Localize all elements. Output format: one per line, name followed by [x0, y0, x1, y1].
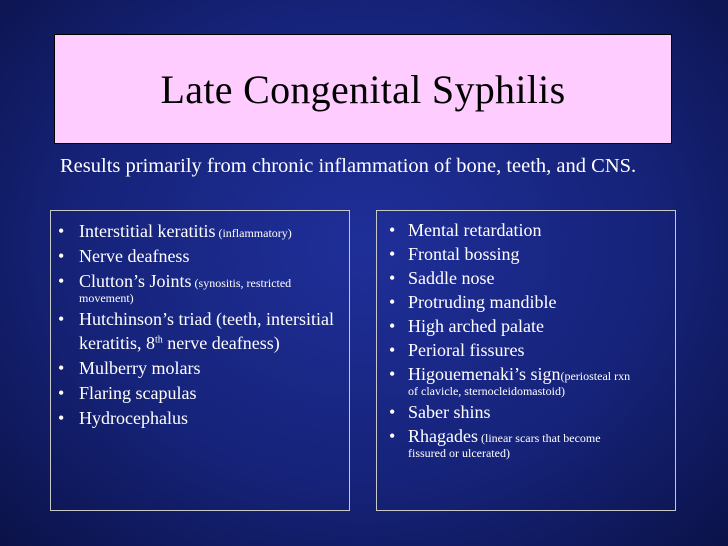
- item-text: High arched palate: [408, 316, 544, 336]
- list-item: [377, 218, 675, 242]
- item-text: Saber shins: [408, 402, 491, 422]
- item-text: Hydrocephalus: [79, 408, 188, 428]
- item-text: Nerve deafness: [79, 246, 190, 266]
- list-item: [51, 244, 349, 268]
- bullet-icon: •: [389, 268, 396, 288]
- item-note-continued: of clavicle, sternocleidomastoid): [408, 384, 565, 398]
- left-bullet-list: [51, 211, 349, 430]
- list-item: [51, 219, 349, 243]
- item-superscript: th: [154, 334, 163, 346]
- item-note-continued: movement): [79, 291, 134, 305]
- list-item: [377, 338, 675, 362]
- item-text: Hutchinson’s triad (teeth, intersitial keratitis, 8: [79, 309, 334, 353]
- title-box: [54, 34, 672, 144]
- right-column: [376, 210, 676, 511]
- list-item: [51, 381, 349, 405]
- bullet-icon: •: [389, 402, 396, 422]
- bullet-icon: •: [58, 246, 65, 266]
- bullet-icon: •: [58, 271, 65, 291]
- slide-title: Late Congenital Syphilis: [160, 66, 566, 112]
- list-item: [377, 400, 675, 424]
- list-item: [377, 314, 675, 338]
- bullet-icon: •: [389, 426, 396, 446]
- item-note: (synositis, restricted: [191, 276, 292, 290]
- right-bullet-list: [377, 211, 675, 460]
- item-note-continued: fissured or ulcerated): [408, 446, 510, 460]
- list-item: [51, 307, 349, 355]
- list-item: [377, 424, 675, 460]
- item-note: (linear scars that become: [477, 431, 601, 445]
- item-text: Interstitial keratitis: [79, 221, 216, 241]
- item-text: Mental retardation: [408, 220, 542, 240]
- bullet-icon: •: [58, 358, 65, 378]
- item-text: Higouemenaki’s sign: [408, 364, 561, 384]
- list-item: [377, 290, 675, 314]
- item-text: Rhagades: [408, 426, 478, 446]
- item-text: Flaring scapulas: [79, 383, 197, 403]
- bullet-icon: •: [389, 340, 396, 360]
- item-text: Saddle nose: [408, 268, 495, 288]
- item-text-continued: nerve deafness): [162, 333, 280, 353]
- bullet-icon: •: [389, 364, 396, 384]
- list-item: [51, 269, 349, 305]
- bullet-icon: •: [58, 309, 65, 329]
- list-item: [377, 362, 675, 398]
- bullet-icon: •: [389, 316, 396, 336]
- list-item: [377, 266, 675, 290]
- item-text: Mulberry molars: [79, 358, 201, 378]
- bullet-icon: •: [58, 408, 65, 428]
- item-text: Protruding mandible: [408, 292, 557, 312]
- bullet-icon: •: [389, 292, 396, 312]
- item-note: (periosteal rxn: [560, 369, 631, 383]
- bullet-icon: •: [389, 220, 396, 240]
- list-item: [51, 356, 349, 380]
- item-note: (inflammatory): [215, 226, 292, 240]
- item-text: Frontal bossing: [408, 244, 520, 264]
- left-column: [50, 210, 350, 511]
- item-text: Clutton’s Joints: [79, 271, 192, 291]
- bullet-icon: •: [389, 244, 396, 264]
- bullet-icon: •: [58, 221, 65, 241]
- bullet-icon: •: [58, 383, 65, 403]
- list-item: [377, 242, 675, 266]
- list-item: [51, 406, 349, 430]
- item-text: Perioral fissures: [408, 340, 525, 360]
- intro-text: Results primarily from chronic inflammation of bone, teeth, and CNS.: [60, 155, 637, 177]
